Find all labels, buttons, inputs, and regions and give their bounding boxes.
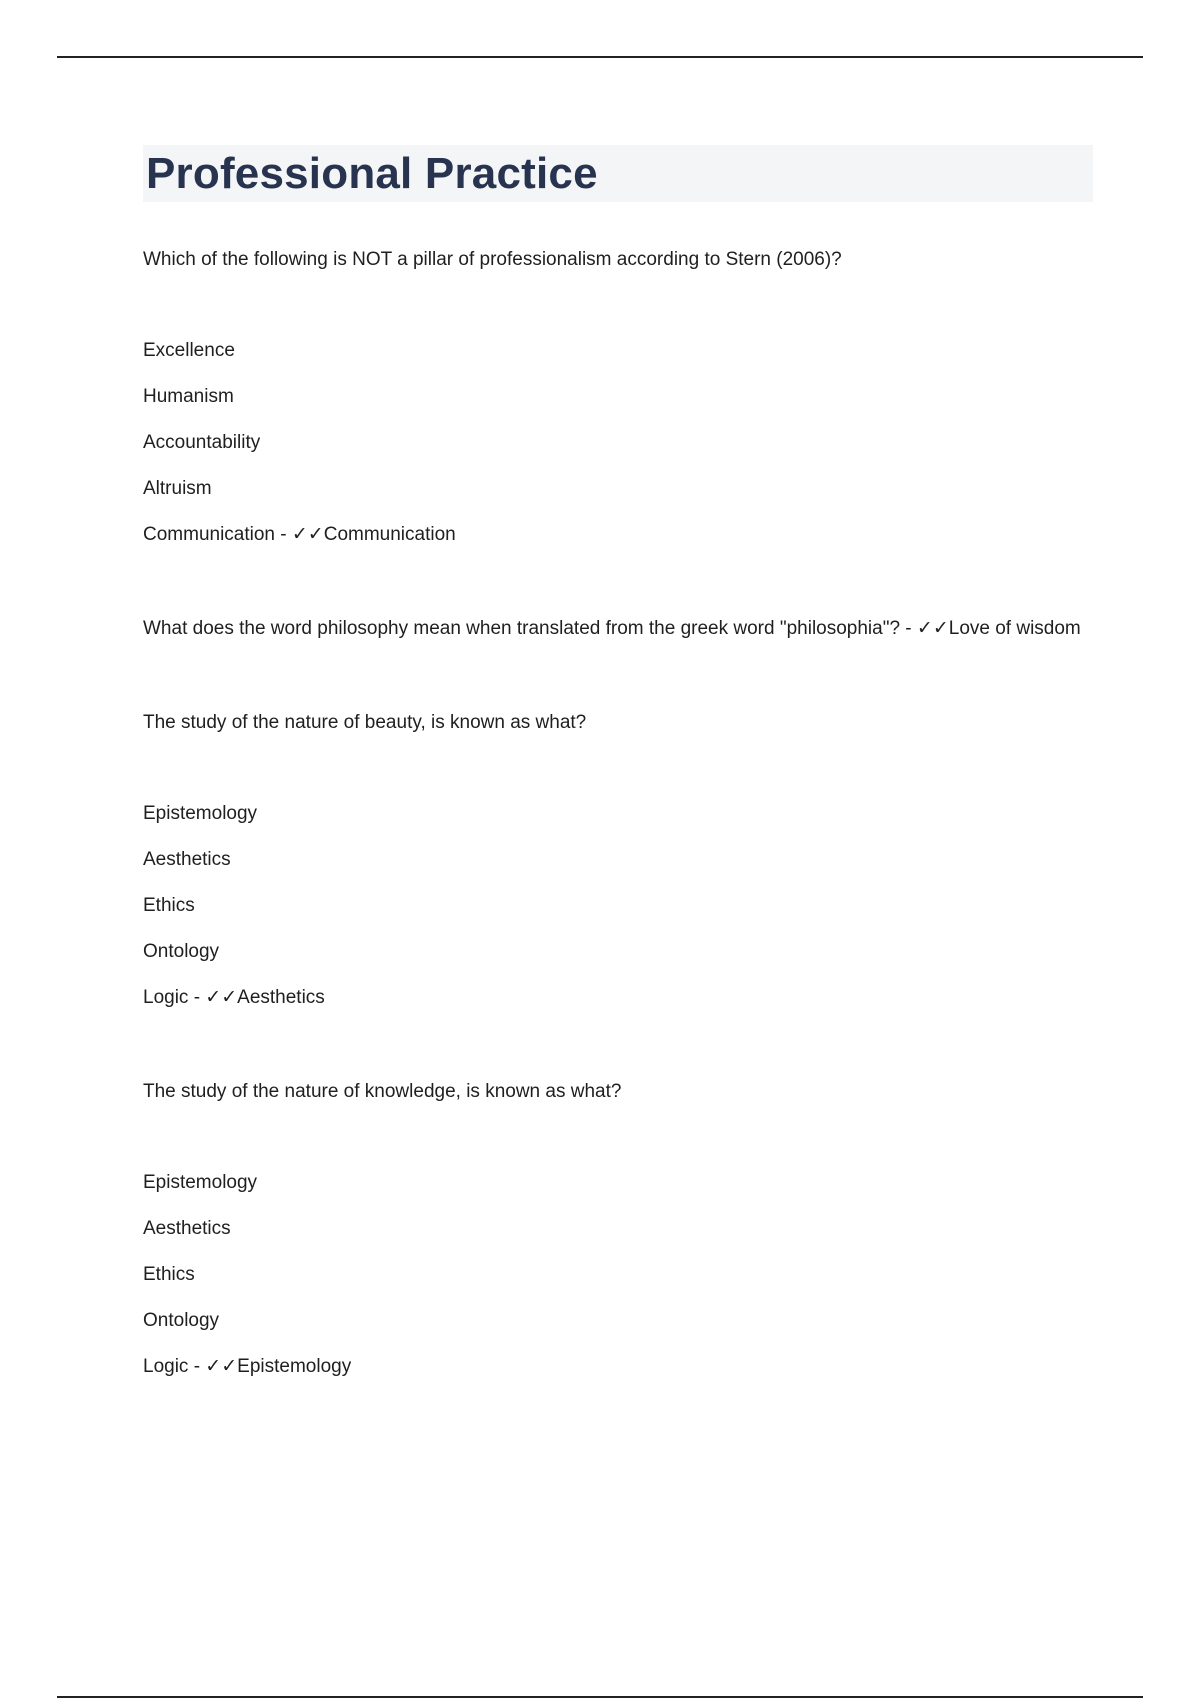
answer-option: Ethics <box>143 895 195 916</box>
document-body <box>143 145 1093 1381</box>
question-block-4 <box>143 1078 1093 1381</box>
answer-option: Aesthetics <box>143 1218 231 1239</box>
answer-option: Aesthetics <box>143 849 231 870</box>
question-text: The study of the nature of beauty, is known as what? <box>143 712 587 733</box>
question-text-with-answer: What does the word philosophy mean when translated from the greek word "philosophia"? - ✓✓Love of wisdom <box>143 618 1081 639</box>
answer-option: Accountability <box>143 432 261 453</box>
question-text: Which of the following is NOT a pillar of professionalism according to Stern (2006)? <box>143 249 842 270</box>
question-text: The study of the nature of knowledge, is known as what? <box>143 1081 622 1102</box>
answer-option: Epistemology <box>143 1172 258 1193</box>
footer-rule <box>57 1696 1143 1698</box>
answer-option: Ontology <box>143 941 220 962</box>
answer-option: Ontology <box>143 1310 220 1331</box>
question-block-1 <box>143 246 1093 549</box>
answer-option: Altruism <box>143 478 212 499</box>
answer-option: Epistemology <box>143 803 258 824</box>
page-title: Professional Practice <box>146 148 598 198</box>
question-block-3 <box>143 709 1093 1012</box>
answer-option: Humanism <box>143 386 234 407</box>
answer-option: Excellence <box>143 340 235 361</box>
question-block-2 <box>143 615 1093 643</box>
header-rule <box>57 56 1143 58</box>
answer-option-with-answer: Logic - ✓✓Epistemology <box>143 1356 352 1377</box>
answer-option-with-answer: Logic - ✓✓Aesthetics <box>143 987 325 1008</box>
answer-option-with-answer: Communication - ✓✓Communication <box>143 524 456 545</box>
title-bar <box>143 145 1093 202</box>
answer-option: Ethics <box>143 1264 195 1285</box>
